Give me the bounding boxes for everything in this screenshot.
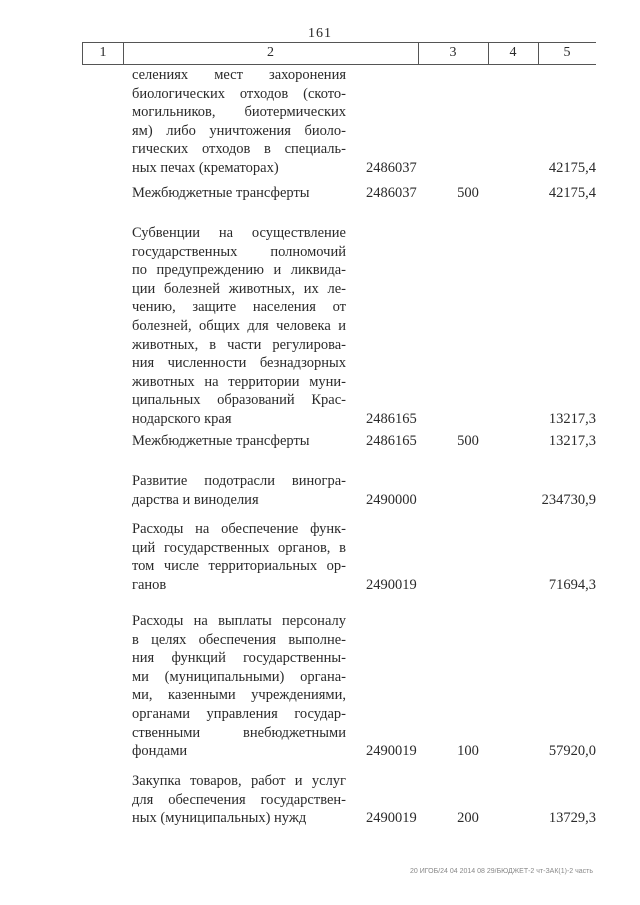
description-line: Межбюджетные трансферты: [132, 433, 310, 449]
page-number: 161: [308, 26, 332, 41]
description-line: фондами: [132, 743, 188, 760]
row-amount: 71694,3: [548, 576, 596, 593]
description-line: животных, в части регулирова-: [132, 336, 346, 353]
row-code: 2486165: [366, 411, 417, 427]
description-line: животных на территории муни-: [132, 373, 346, 390]
description-line: ям) либо уничтожения биоло-: [132, 122, 346, 139]
row-expense-type: 500: [457, 433, 479, 449]
footer-filename: 20 ИГОБ/24 04 2014 08 29/БЮДЖЕТ-2 чт-ЗАК(1)-2 часть: [410, 868, 594, 875]
description-line: Субвенции на осуществление: [132, 225, 346, 241]
description-line: дарства и виноделия: [132, 491, 259, 508]
header-col-3: 3: [449, 45, 457, 60]
row-code: 2486165: [366, 433, 417, 449]
row-code: 2490019: [366, 810, 417, 827]
row-description: [132, 472, 346, 509]
description-line: Межбюджетные трансферты: [132, 185, 310, 201]
description-line: ния функций государственны-: [132, 650, 346, 667]
row-expense-type: 200: [457, 810, 479, 827]
description-line: Развитие подотрасли виногра-: [132, 473, 346, 489]
description-line: могильников, биотермических: [132, 104, 346, 121]
row-amount: 13217,3: [548, 411, 596, 427]
row-description: [132, 772, 346, 828]
description-line: болезней, общих для человека и: [132, 317, 346, 334]
row-description: [132, 520, 346, 594]
header-col-4: 4: [509, 45, 517, 60]
row-expense-type: 100: [457, 743, 479, 760]
row-description: [132, 432, 346, 451]
description-line: биологических отходов (ското-: [132, 85, 346, 102]
description-line: ций государственных органов, в: [132, 539, 346, 556]
description-line: ных печах (крематорах): [132, 159, 279, 176]
row-amount: 42175,4: [548, 160, 596, 176]
description-line: ми (муниципальными) органа-: [132, 668, 346, 685]
description-line: чению, защите населения от: [132, 299, 346, 316]
row-description: [132, 612, 346, 761]
description-line: ции болезней животных, их ле-: [132, 280, 346, 297]
description-line: ных (муниципальных) нужд: [132, 810, 307, 827]
description-line: органами управления государ-: [132, 705, 346, 722]
description-line: Закупка товаров, работ и услуг: [132, 773, 346, 789]
description-line: нодарского края: [132, 410, 232, 427]
description-line: ганов: [132, 576, 167, 593]
description-line: ственными внебюджетными: [132, 724, 346, 741]
description-line: селениях мест захоронения: [132, 67, 346, 83]
description-line: Расходы на выплаты персоналу: [132, 613, 346, 629]
description-line: по предупреждению и ликвида-: [132, 262, 346, 279]
description-line: для обеспечения государствен-: [132, 791, 346, 808]
row-code: 2486037: [366, 185, 417, 201]
description-line: Расходы на обеспечение функ-: [132, 521, 346, 537]
row-code: 2486037: [366, 160, 417, 176]
description-line: в целях обеспечения выполне-: [132, 631, 346, 648]
row-amount: 57920,0: [548, 743, 596, 760]
description-line: ния численности безнадзорных: [132, 355, 346, 372]
description-line: государственных полномочий: [132, 243, 346, 260]
row-amount: 234730,9: [541, 491, 596, 508]
header-col-1: 1: [99, 45, 107, 60]
row-amount: 42175,4: [548, 185, 596, 201]
row-description: [132, 184, 346, 203]
description-line: том числе территориальных ор-: [132, 558, 346, 575]
description-line: гических отходов в специаль-: [132, 141, 346, 158]
header-col-2: 2: [267, 45, 274, 60]
row-expense-type: 500: [457, 185, 479, 201]
row-description: [132, 66, 346, 178]
description-line: ми, казенными учреждениями,: [132, 687, 346, 704]
row-description: [132, 224, 346, 429]
row-code: 2490019: [366, 576, 417, 593]
row-amount: 13217,3: [548, 433, 596, 449]
row-code: 2490000: [366, 491, 417, 508]
row-amount: 13729,3: [548, 810, 596, 827]
description-line: ципальных образований Крас-: [132, 392, 346, 409]
header-col-5: 5: [563, 45, 571, 60]
table-header: [82, 42, 596, 65]
row-code: 2490019: [366, 743, 417, 760]
